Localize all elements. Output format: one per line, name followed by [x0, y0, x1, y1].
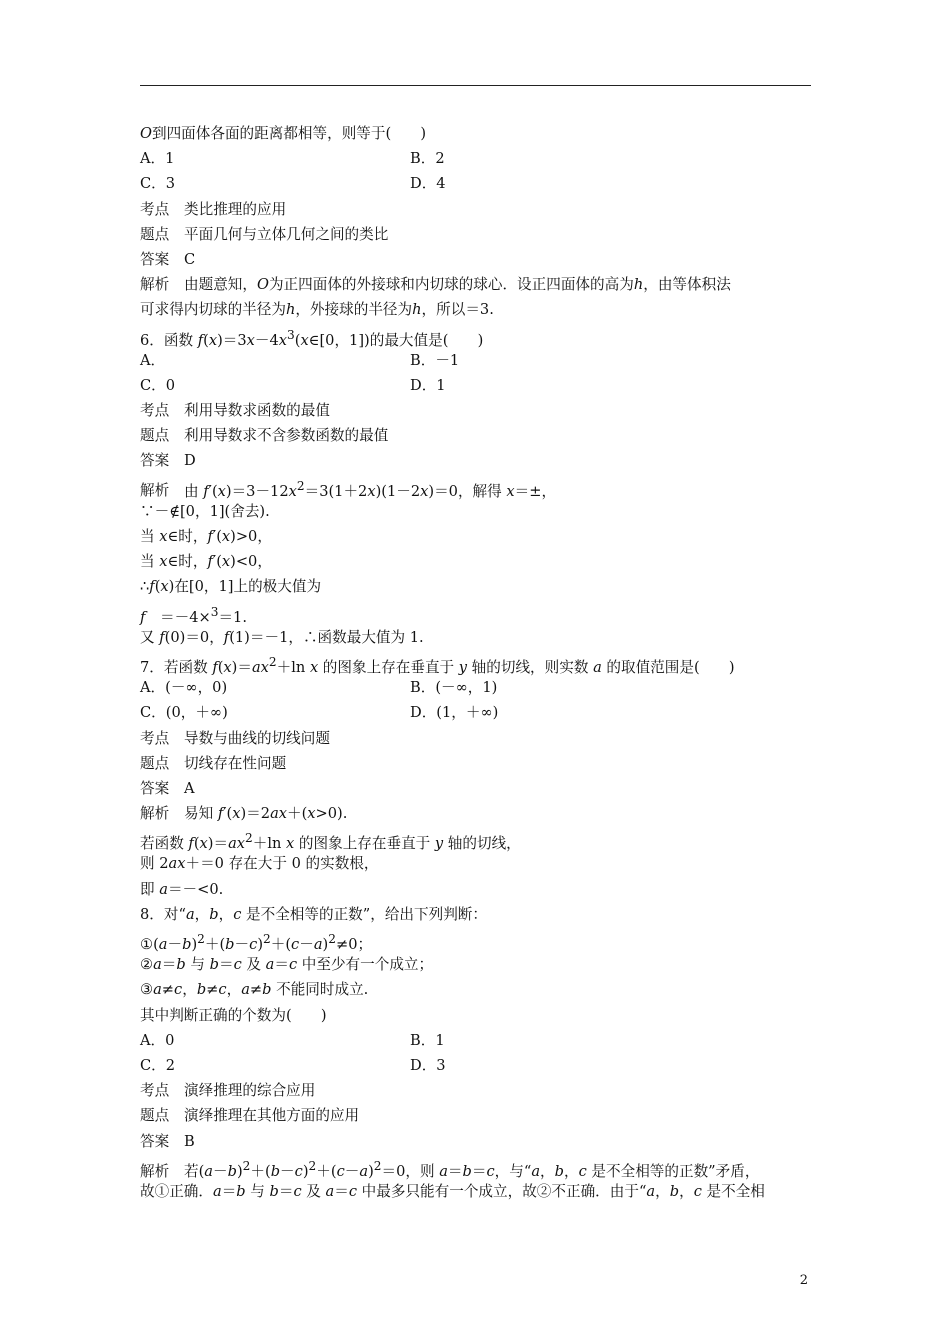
text-line: f ＝－4×$^3$＝1. — [140, 604, 247, 626]
option-left: A． — [140, 351, 166, 369]
option-row — [140, 1028, 811, 1053]
option-right: B．2 — [410, 150, 445, 168]
text-line: 题点 切线存在性问题 — [140, 754, 287, 772]
header-rule — [140, 85, 811, 86]
text-line: 题点 利用导数求不含参数函数的最值 — [140, 427, 389, 445]
option-right: B．－1 — [410, 351, 460, 369]
text-line: 可求得内切球的半径为h，外接球的半径为h，所以＝3. — [140, 301, 494, 319]
text-line: 题点 平面几何与立体几何之间的类比 — [140, 225, 389, 243]
text-line: 考点 演绎推理的综合应用 — [140, 1082, 316, 1100]
text-line: ∴f(x)在[0，1]上的极大值为 — [140, 578, 322, 596]
text-line: 当 x∈时，f′(x)>0， — [140, 528, 272, 545]
option-row — [140, 1053, 811, 1078]
option-left: A．1 — [140, 150, 175, 168]
document-body — [140, 121, 811, 1204]
text-line: 8．对“a，b，c 是不全相等的正数”，给出下列判断： — [140, 905, 487, 923]
text-line: 即 a＝－<0. — [140, 880, 224, 898]
text-line: ③a≠c，b≠c，a≠b 不能同时成立. — [140, 981, 369, 999]
text-line: 当 x∈时，f′(x)<0， — [140, 553, 272, 571]
option-row — [140, 348, 811, 373]
option-row — [140, 373, 811, 398]
text-line: 解析 易知 f′(x)＝2ax＋(x>0). — [140, 805, 348, 823]
option-left: A．(－∞，0) — [140, 679, 228, 697]
text-line: 6．函数 $f(x)=3x-4x^3(x\in[0$，1])的最大值是( ) — [140, 327, 484, 349]
text-line: 答案 C — [140, 250, 196, 268]
text-line: 答案 D — [140, 452, 196, 470]
option-left: C．(0，＋∞) — [140, 704, 228, 722]
text-line: 考点 类比推理的应用 — [140, 200, 287, 218]
text-line: 故①正确．a＝b 与 b＝c 及 a＝c 中最多只能有一个成立，故②不正确．由于“a，b，c 是不全相 — [140, 1182, 765, 1200]
text-line: 解析 由 $f'(x)=3-12x^2=3(1+2x)(1-2x)=0$，解得 x＝±， — [140, 478, 557, 500]
option-left: C．0 — [140, 376, 176, 394]
text-line: 考点 利用导数求函数的最值 — [140, 402, 330, 420]
text-line: $①(a-b)^2+(b-c)^2+(c-a)^2\ne 0$； — [140, 932, 373, 953]
option-right: D．(1，＋∞) — [410, 704, 499, 722]
text-line: 其中判断正确的个数为( ) — [140, 1006, 327, 1024]
option-right: D．1 — [410, 376, 446, 394]
text-line: 答案 B — [140, 1132, 195, 1150]
text-line: 解析 若$(a-b)^2+(b-c)^2+(c-a)^2=0$，则 a＝b＝c，与“a，b，c 是不全相等的正数”矛盾， — [140, 1158, 760, 1180]
text-line: 答案 A — [140, 779, 195, 797]
option-row — [140, 171, 811, 196]
option-right: D．3 — [410, 1056, 446, 1074]
text-line: 又 f(0)＝0，f(1)＝－1，∴函数最大值为 1. — [140, 628, 424, 646]
text-line: 7．若函数 $f(x)=ax^2+\ln$ x 的图象上存在垂直于 y 轴的切线，则实数 a 的取值范围是( ) — [140, 654, 735, 676]
text-line: 考点 导数与曲线的切线问题 — [140, 729, 330, 747]
text-line: 题点 演绎推理在其他方面的应用 — [140, 1107, 360, 1125]
option-row — [140, 700, 811, 725]
text-line: ②a＝b 与 b＝c 及 a＝c 中至少有一个成立； — [140, 956, 434, 974]
text-line: 若函数 $f(x)=ax^2+\ln$ x 的图象上存在垂直于 y 轴的切线， — [140, 831, 521, 853]
text-line: ∵－∉[0，1](舍去). — [140, 502, 270, 520]
option-right: D．4 — [410, 175, 446, 193]
text-line: O到四面体各面的距离都相等，则等于( ) — [140, 125, 427, 142]
page-number: 2 — [799, 1273, 808, 1288]
option-row — [140, 146, 811, 171]
option-left: C．3 — [140, 175, 176, 193]
option-left: A．0 — [140, 1031, 175, 1049]
option-right: B．(－∞，1) — [410, 679, 498, 697]
option-left: C．2 — [140, 1056, 176, 1074]
option-row — [140, 675, 811, 700]
text-line: 解析 由题意知，O为正四面体的外接球和内切球的球心．设正四面体的高为h，由等体积法 — [140, 276, 731, 294]
option-right: B．1 — [410, 1031, 445, 1049]
text-line: 则 2ax＋＝0 存在大于 0 的实数根， — [140, 855, 379, 873]
